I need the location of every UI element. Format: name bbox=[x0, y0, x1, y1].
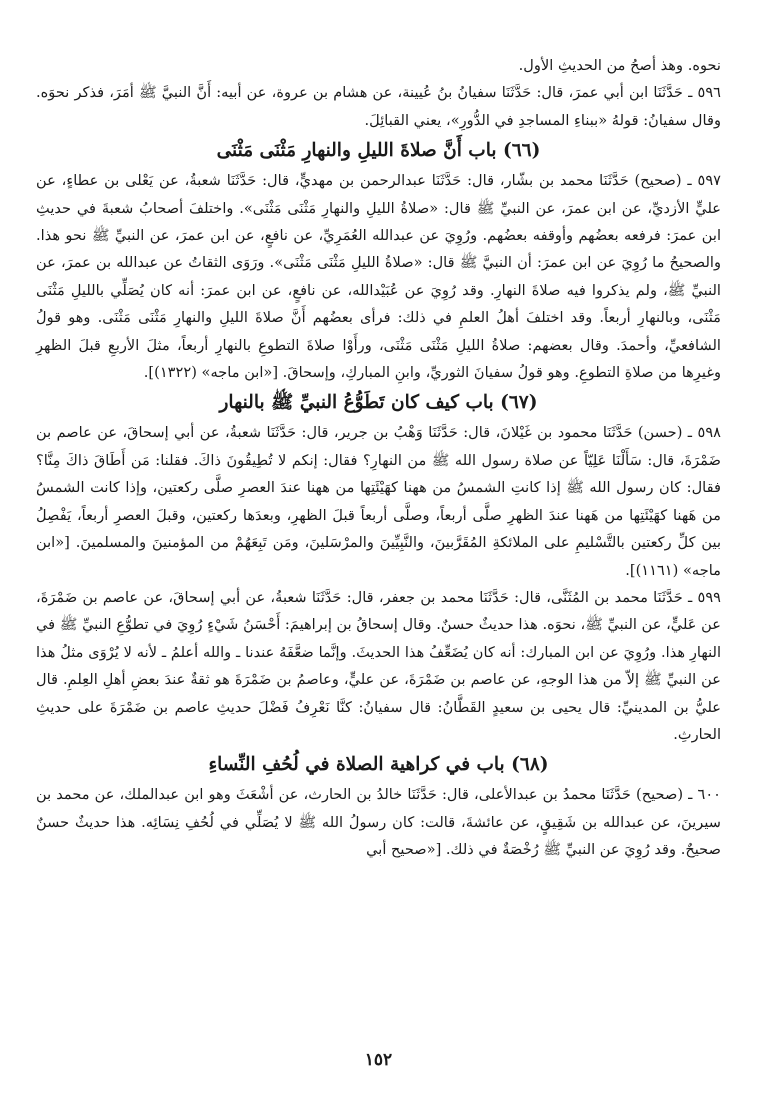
text-paragraph: نحوه. وهذ أصحُ من الحديثِ الأول. bbox=[518, 57, 721, 74]
page-number: ١٥٢ bbox=[364, 1050, 393, 1070]
hadith-600: ٦٠٠ ـ (صحيح) حَدَّثَنَا محمدُ بن عبدالأعلى، قال: حَدَّثَنَا خالدُ بن الحارث، عن أشْعَثَ وهو ابن عبدالملك، عن محمد بن سيرينَ، عن عبدالله بن شَقِيقٍ، عن عائشةَ، قالت: كان رسولُ الله ﷺ لا يُصَلِّي في لُحُفِ نِسَائِه. هذا حديثٌ حسنٌ صحيحٌ. وقد رُوِيَ عن النبيِّ ﷺ رُخْصَةٌ في ذلك. [«صحيح أبي bbox=[36, 786, 721, 859]
chapter-heading-66: (٦٦) باب أَنَّ صلاةَ الليلِ والنهارِ مَثْنَى مَثْنَى bbox=[216, 140, 541, 162]
hadith-596: ٥٩٦ ـ حَدَّثَنَا ابن أبي عمرَ، قال: حَدَّثَنَا سفيانُ بنُ عُيينة، عن هشام بن عروة، عن أبيه: أَنَّ النبيَّ ﷺ أمَرَ، فذكر نحوَه. وقال سفيانُ: قولهُ «ببناءِ المساجدِ في الدُّورِ»، يعني القبائِلَ. bbox=[36, 84, 721, 129]
hadith-598: ٥٩٨ ـ (حسن) حَدَّثَنَا محمود بن غَيْلانَ، قال: حَدَّثَنَا وَهْبُ بن جرير، قال: حَدَّثَنَا شعبةُ، عن أبي إسحاقَ، عن عاصم بن ضَمْرَةَ، قال: سَأَلْنَا عَلِيّاً عن صلاة رسول الله ﷺ من النهارِ؟ فقال: إنكم لا تُطِيقُونَ ذاكَ. فقلنا: مَن أَطَاقَ ذاكَ مِنَّا؟ فقال: كان رسول الله ﷺ إذا كانتِ الشمسُ من ههنا كهَيْئَتِها من ههنا عندَ العصرِ صلَّى ركعتين، وإذا كانت الشمسُ من هَهنا كهَيْئَتِها من هَهنا عندَ الظهرِ صلَّى أربعاً، وصلَّى أربعاً قبلَ الظهرِ، وبعدَها ركعتين، وقبلَ العصرِ أربعاً، يَفْصِلُ بين كلِّ ركعتين بالتَّسْليمِ على الملائكةِ المُقَرَّبينَ، والنَّبِيِّينَ والمرْسَلينَ، ومَن تَبِعَهُمْ من المؤمنينَ والمسلمينَ. [«ابن ماجه» (١١٦١)]. bbox=[36, 424, 721, 579]
hadith-599: ٥٩٩ ـ حَدَّثَنَا محمد بن المُثَنَّى، قال: حَدَّثَنَا محمد بن جعفر، قال: حَدَّثَنَا شعبةُ، عن أبي إسحاقَ، عن عاصم بن ضَمْرَةَ، عن عَليٍّ، عن النبيِّ ﷺ، نحوَه. هذا حديثٌ حسنٌ. وقال إسحاقُ بن إبراهيمَ: أَحْسَنُ شَيْءٍ رُوِيَ في تطوُّعِ النبيِّ ﷺ في النهارِ هذا. ورُوِيَ عن ابن المبارك: أنه كان يُضَعِّفُ هذا الحديثَ. وإنَّما ضعَّفَهُ عندنا ـ والله أعلمُ ـ لأنه لا يُرْوَى مثلُ هذا عن النبيِّ ﷺ إلاّ من هذا الوجهِ، عن عاصم بن ضَمْرَةَ، عن عليٍّ، وعاصمُ بن ضَمْرَةَ هو ثقةٌ عندَ بعضِ أهلِ العِلمِ. قال عليُّ بن المدينيِّ: قال يحيى بن سعيدٍ القَطَّانُ: قال سفيانُ: كنَّا نَعْرِفُ فَضْلَ حديثِ عاصم بن ضَمْرَةَ على حديثِ الحارثِ. bbox=[36, 588, 721, 743]
chapter-heading-67: (٦٧) باب كيف كان تَطَوُّعُ النبيِّ ﷺ بالنهار bbox=[219, 392, 538, 414]
chapter-heading-68: (٦٨) باب في كراهية الصلاة في لُحُفِ النِّساءِ bbox=[208, 754, 549, 776]
hadith-597: ٥٩٧ ـ (صحيح) حَدَّثَنَا محمد بن بشّار، قال: حَدَّثَنَا عبدالرحمن بن مهديٍّ، قال: حَدَّثَنَا شعبةُ، عن يَعْلى بن عطاءٍ، عن عليٍّ الأزديِّ، عن ابن عمرَ، عن النبيِّ ﷺ قال: «صلاةُ الليلِ والنهارِ مَثْنَى مَثْنَى». واختلفَ أصحابُ شعبةَ في حديثِ ابن عمرَ: فرفعه بعضُهم وأوقفه بعضُهم. ورُوِيَ عن عبدالله العُمَرِيِّ، عن نافعٍ، عن ابن عمرَ، عن النبيِّ ﷺ نحو هذا. والصحيحُ ما رُوِيَ عن ابن عمرَ: أن النبيَّ ﷺ قال: «صلاةُ الليلِ مَثْنَى مَثْنَى». ورَوَى الثقاتُ عن عبدالله بن عمرَ، عن النبيِّ ﷺ، ولم يذكروا فيه صلاةَ النهارِ. وقد رُوِيَ عن عُبَيْدالله، عن نافعٍ، عن ابن عمرَ: أنه كان يُصَلِّي بالليلِ مَثْنَى مَثْنَى، وبالنهارِ أربعاً. وقد اختلفَ أهلُ العلمِ في ذلك: فرأى بعضُهم أَنَّ صلاةَ الليلِ والنهارِ مَثْنَى مَثْنَى. وهو قولُ الشافعيِّ، وأحمدَ. وقال بعضهم: صلاةُ الليلِ مَثْنَى مَثْنَى، ورأَوْا صلاةَ التطوعِ بالنهارِ أربعاً، مثلَ الأربعِ قبلَ الظهرِ وغيرِها من صلاةِ التطوعِ. وهو قولُ سفيانَ الثوريِّ، وابنِ المباركِ، وإسحاقَ. [«ابن ماجه» (١٣٢٢)]. bbox=[36, 172, 722, 382]
page-body bbox=[36, 52, 721, 864]
